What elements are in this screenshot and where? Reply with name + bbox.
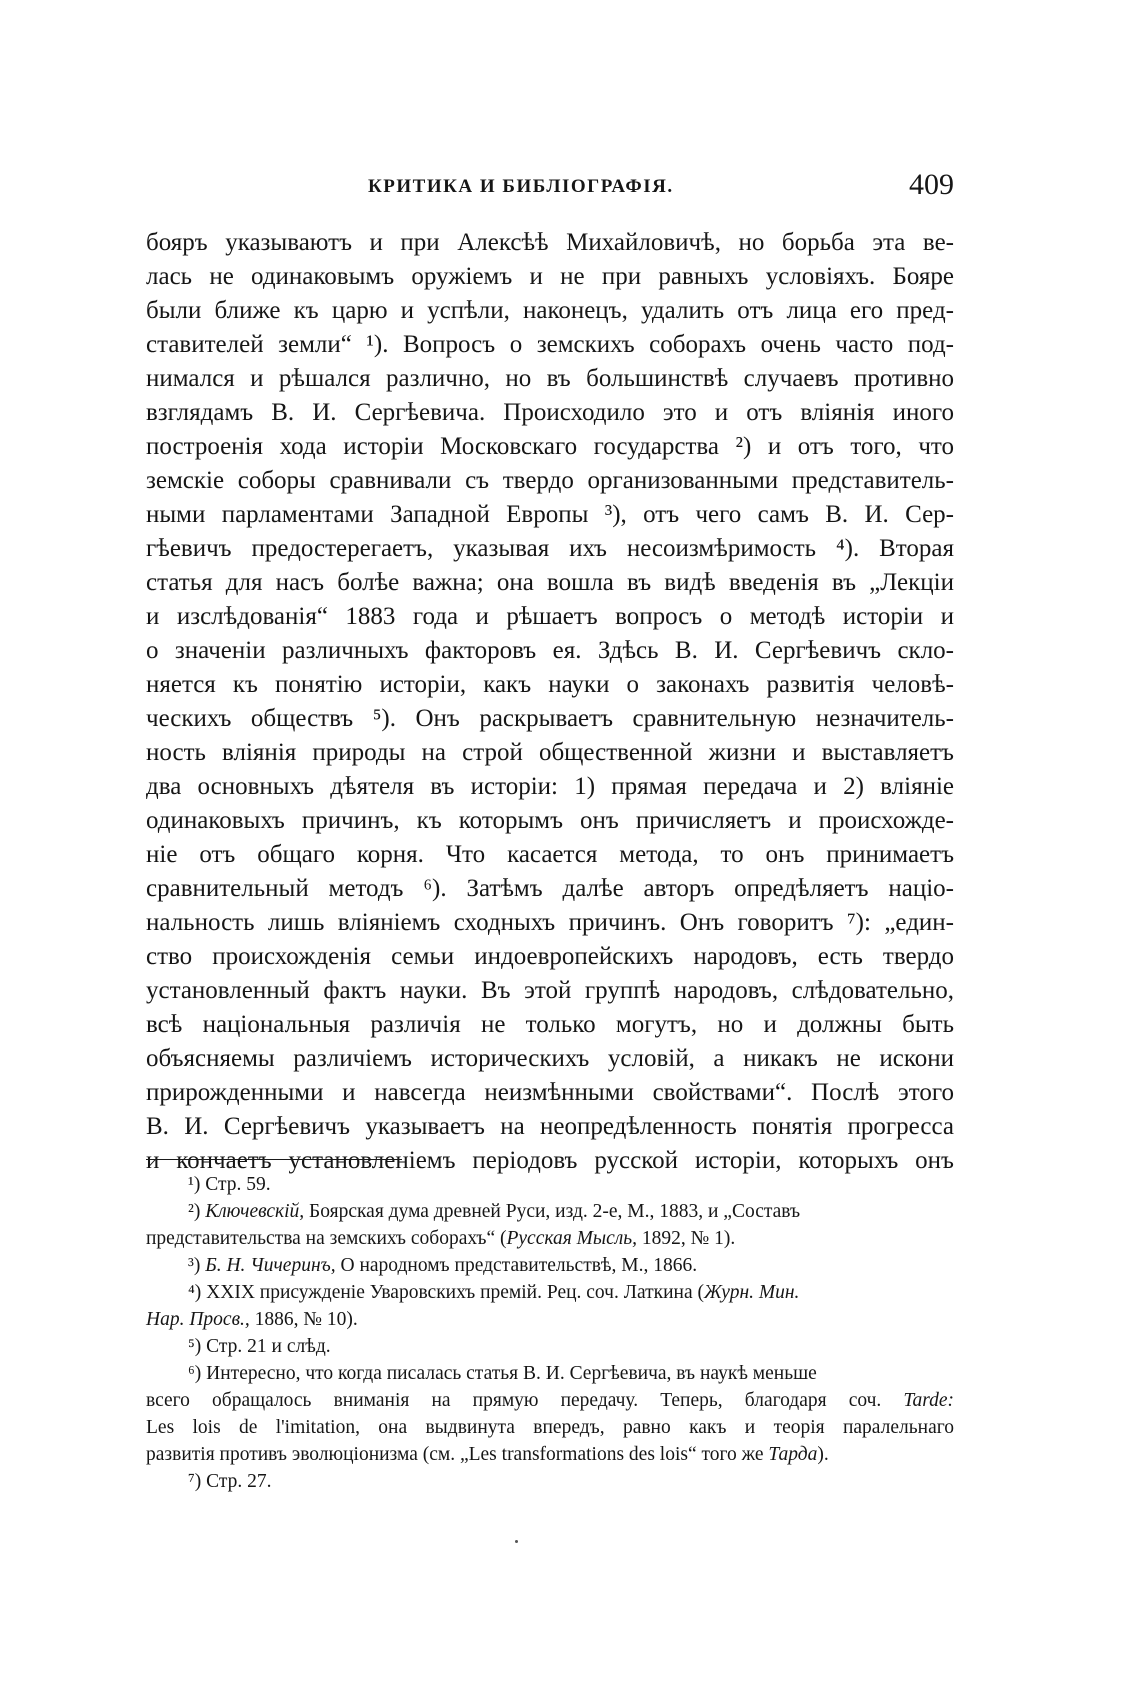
footnote-4-text: XXIX присужденіе Уваровскихъ премій. Рец. соч. Латкина ( <box>206 1282 705 1303</box>
footnote-2-mark: ²) <box>188 1201 201 1222</box>
body-line: ставителей земли“ ¹). Вопросъ о земскихъ соборахъ очень часто под- <box>146 331 954 358</box>
footnote-4-journal-b: Нар. Просв., <box>146 1309 250 1330</box>
footnote-3 <box>146 1252 954 1279</box>
body-line: взглядамъ В. И. Сергѣевича. Происходило это и отъ вліянія иного <box>146 399 954 426</box>
body-line: и изслѣдованія“ 1883 года и рѣшаетъ вопросъ о методѣ исторіи и <box>146 603 954 630</box>
footnote-3-mark: ³) <box>188 1255 201 1276</box>
body-line: были ближе къ царю и успѣли, наконецъ, удалить отъ лица его пред- <box>146 297 954 324</box>
footnote-6-tarda: Тарда <box>768 1444 818 1465</box>
print-speck <box>515 1540 518 1543</box>
page-number: 409 <box>909 168 954 201</box>
body-line: нальность лишь вліяніемъ сходныхъ причинъ. Онъ говоритъ ⁷): „един- <box>146 909 954 936</box>
footnote-6-cont1: всего обращалось вниманія на прямую передачу. Теперь, благодаря соч. <box>146 1390 882 1411</box>
footnote-6-tarde: Tarde: <box>903 1390 954 1411</box>
footnote-2-author: Ключевскій, <box>205 1201 305 1222</box>
footnote-6-line-4 <box>146 1441 954 1468</box>
body-line: ными парламентами Западной Европы ³), отъ чего самъ В. И. Сер- <box>146 501 954 528</box>
footnote-4-continuation <box>146 1306 954 1333</box>
body-line: няется къ понятію исторіи, какъ науки о законахъ развитія человѣ- <box>146 671 954 698</box>
body-line: о значеніи различныхъ факторовъ ея. Здѣсь В. И. Сергѣевичъ скло- <box>146 637 954 664</box>
footnote-6: ⁶) Интересно, что когда писалась статья В. И. Сергѣевича, въ наукѣ меньше <box>188 1363 817 1384</box>
body-line: гѣевичъ предостерегаетъ, указывая ихъ несоизмѣримость ⁴). Вторая <box>146 535 954 562</box>
body-line: нимался и рѣшался различно, но въ большинствѣ случаевъ противно <box>146 365 954 392</box>
footnote-separator <box>146 1159 402 1160</box>
footnote-4 <box>146 1279 954 1306</box>
footnote-2 <box>146 1198 954 1225</box>
footnote-3-text: О народномъ представительствѣ, М., 1866. <box>340 1255 698 1276</box>
footnote-1: ¹) Стр. 59. <box>188 1174 271 1195</box>
body-line: объясняемы различіемъ историческихъ условій, а никакъ не искони <box>146 1045 954 1072</box>
footnote-7: ⁷) Стр. 27. <box>188 1471 272 1492</box>
footnote-2-continuation <box>146 1225 954 1252</box>
body-line: ство происхожденія семьи индоевропейскихъ народовъ, есть твердо <box>146 943 954 970</box>
body-line: лась не одинаковымъ оружіемъ и не при равныхъ условіяхъ. Бояре <box>146 263 954 290</box>
footnote-2-cont-a: представительства на земскихъ соборахъ“ ( <box>146 1228 507 1249</box>
body-line: земскіе соборы сравнивали съ твердо организованными представитель- <box>146 467 954 494</box>
body-line: бояръ указываютъ и при Алексѣѣ Михайловичѣ, но борьба эта ве- <box>146 229 954 256</box>
body-line: два основныхъ дѣятеля въ исторіи: 1) прямая передача и 2) вліяніе <box>146 773 954 800</box>
footnote-4-cont: 1886, № 10). <box>254 1309 358 1330</box>
body-text <box>146 226 954 1178</box>
footnote-6-line-3: Les lois de l'imitation, она выдвинута впередъ, равно какъ и теорія паралельнаго <box>146 1417 954 1438</box>
footnote-2-cont-b: 1892, № 1). <box>641 1228 736 1249</box>
footnote-2-journal: Русская Мысль, <box>506 1228 638 1249</box>
body-line: ніе отъ общаго корня. Что касается метода, то онъ принимаетъ <box>146 841 954 868</box>
body-line: ческихъ обществъ ⁵). Онъ раскрываетъ сравнительную незначитель- <box>146 705 954 732</box>
body-line: В. И. Сергѣевичъ указываетъ на неопредѣленность понятія прогресса <box>146 1113 954 1140</box>
page-header <box>146 168 954 206</box>
body-line: и кончаетъ установленіемъ періодовъ русской исторіи, которыхъ онъ <box>146 1147 954 1174</box>
body-line: построенія хода исторіи Московскаго государства ²) и отъ того, что <box>146 433 954 460</box>
footnote-6-cont3-a: развитія противъ эволюціонизма (см. „Les transformations des lois“ того же <box>146 1444 764 1465</box>
body-line: одинаковыхъ причинъ, къ которымъ онъ причисляетъ и происхожде- <box>146 807 954 834</box>
footnote-4-journal-a: Журн. Мин. <box>704 1282 800 1303</box>
footnote-6-cont3-b: ). <box>817 1444 829 1465</box>
body-line: статья для насъ болѣе важна; она вошла въ видѣ введенія въ „Лекціи <box>146 569 954 596</box>
footnote-5: ⁵) Стр. 21 и слѣд. <box>188 1336 331 1357</box>
body-line: всѣ національныя различія не только могутъ, но и должны быть <box>146 1011 954 1038</box>
footnote-2-text: Боярская дума древней Руси, изд. 2-е, М., 1883, и „Составъ <box>309 1201 801 1222</box>
running-title: КРИТИКА И БИБЛІОГРАФІЯ. <box>368 176 674 197</box>
body-line: ность вліянія природы на строй общественной жизни и выставляетъ <box>146 739 954 766</box>
footnote-3-author: Б. Н. Чичеринъ, <box>205 1255 336 1276</box>
footnote-6-line-2 <box>146 1387 954 1414</box>
footnotes <box>146 1171 954 1495</box>
body-line: прирожденными и навсегда неизмѣнными свойствами“. Послѣ этого <box>146 1079 954 1106</box>
footnote-4-mark: ⁴) <box>188 1282 202 1303</box>
body-line: сравнительный методъ ⁶). Затѣмъ далѣе авторъ опредѣляетъ націо- <box>146 875 954 902</box>
body-line: установленный фактъ науки. Въ этой группѣ народовъ, слѣдовательно, <box>146 977 954 1004</box>
